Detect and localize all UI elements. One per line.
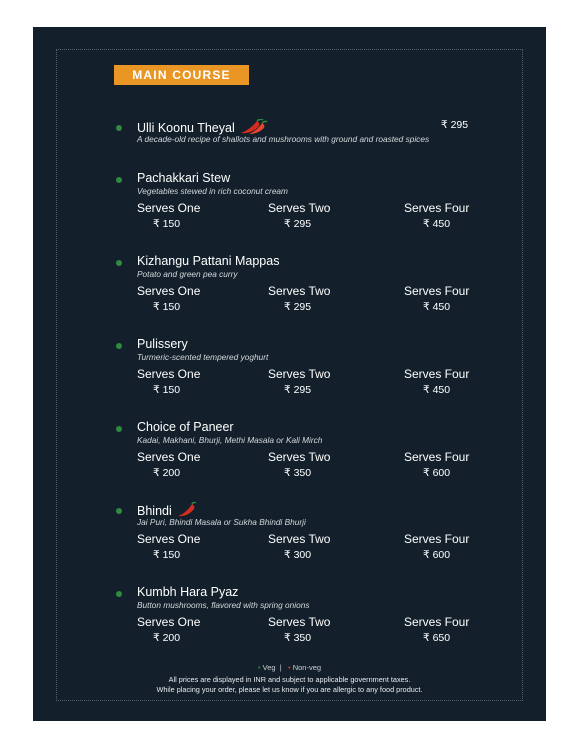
- legend-separator: |: [279, 663, 282, 672]
- veg-dot-icon: [116, 343, 122, 349]
- non-veg-legend-dot-icon: •: [287, 663, 291, 672]
- serves-four-price: ₹ 450: [423, 218, 451, 230]
- serves-two-price: ₹ 295: [284, 301, 312, 313]
- chili-icon: [176, 502, 196, 518]
- veg-dot-icon: [116, 125, 122, 131]
- serves-two-price: ₹ 295: [284, 384, 312, 396]
- serves-one-label: Serves One: [137, 615, 201, 629]
- serves-one-label: Serves One: [137, 201, 201, 215]
- serves-two-price: ₹ 300: [284, 549, 312, 561]
- legend: [33, 663, 546, 672]
- veg-legend-dot-icon: •: [257, 663, 261, 672]
- item-name: Pulissery: [137, 337, 188, 351]
- serves-two-label: Serves Two: [268, 284, 331, 298]
- footer-note-1: All prices are displayed in INR and subject to applicable government taxes.: [168, 675, 411, 684]
- item-description: Potato and green pea curry: [137, 269, 238, 279]
- serves-two-label: Serves Two: [268, 201, 331, 215]
- serves-one-price: ₹ 150: [153, 384, 181, 396]
- item-description: Turmeric-scented tempered yoghurt: [137, 352, 269, 362]
- serves-two-price: ₹ 295: [284, 218, 312, 230]
- serves-four-price: ₹ 650: [423, 632, 451, 644]
- item-description: Jai Puri, Bhindi Masala or Sukha Bhindi Bhurji: [137, 517, 306, 527]
- veg-dot-icon: [116, 260, 122, 266]
- serves-four-price: ₹ 450: [423, 384, 451, 396]
- footer-note-2: While placing your order, please let us know if you are allergic to any food product.: [156, 685, 423, 694]
- serves-four-label: Serves Four: [404, 615, 470, 629]
- item-name-row: [137, 119, 269, 135]
- chili-icon: [239, 119, 269, 135]
- serves-one-label: Serves One: [137, 450, 201, 464]
- serves-four-price: ₹ 600: [423, 549, 451, 561]
- item-name: Choice of Paneer: [137, 420, 234, 434]
- serves-four-label: Serves Four: [404, 532, 470, 546]
- item-name: Ulli Koonu Theyal: [137, 121, 235, 135]
- item-description: Kadai, Makhani, Bhurji, Methi Masala or Kali Mirch: [137, 435, 323, 445]
- serves-one-price: ₹ 200: [153, 632, 181, 644]
- item-name: Kumbh Hara Pyaz: [137, 585, 239, 599]
- veg-dot-icon: [116, 426, 122, 432]
- serves-one-price: ₹ 200: [153, 467, 181, 479]
- serves-two-label: Serves Two: [268, 615, 331, 629]
- serves-four-label: Serves Four: [404, 284, 470, 298]
- serves-one-price: ₹ 150: [153, 218, 181, 230]
- serves-two-price: ₹ 350: [284, 632, 312, 644]
- serves-four-label: Serves Four: [404, 367, 470, 381]
- item-name-row: [137, 502, 196, 518]
- item-name: Kizhangu Pattani Mappas: [137, 254, 280, 268]
- serves-four-label: Serves Four: [404, 201, 470, 215]
- item-description: A decade-old recipe of shallots and mushrooms with ground and roasted spices: [137, 134, 430, 144]
- item-name: Pachakkari Stew: [137, 171, 231, 185]
- serves-one-label: Serves One: [137, 284, 201, 298]
- veg-dot-icon: [116, 177, 122, 183]
- section-title: MAIN COURSE: [114, 65, 249, 85]
- serves-two-price: ₹ 350: [284, 467, 312, 479]
- serves-two-label: Serves Two: [268, 367, 331, 381]
- veg-dot-icon: [116, 508, 122, 514]
- item-description: Button mushrooms, flavored with spring onions: [137, 600, 310, 610]
- serves-one-label: Serves One: [137, 532, 201, 546]
- serves-four-price: ₹ 450: [423, 301, 451, 313]
- legend-veg: Veg: [262, 663, 276, 672]
- serves-one-label: Serves One: [137, 367, 201, 381]
- item-name: Bhindi: [137, 504, 172, 518]
- item-price: ₹ 295: [441, 119, 469, 131]
- veg-dot-icon: [116, 591, 122, 597]
- serves-one-price: ₹ 150: [153, 301, 181, 313]
- legend-non-veg: Non-veg: [292, 663, 322, 672]
- serves-two-label: Serves Two: [268, 450, 331, 464]
- serves-four-price: ₹ 600: [423, 467, 451, 479]
- item-description: Vegetables stewed in rich coconut cream: [137, 186, 288, 196]
- serves-two-label: Serves Two: [268, 532, 331, 546]
- serves-four-label: Serves Four: [404, 450, 470, 464]
- menu-panel: [33, 27, 546, 721]
- serves-one-price: ₹ 150: [153, 549, 181, 561]
